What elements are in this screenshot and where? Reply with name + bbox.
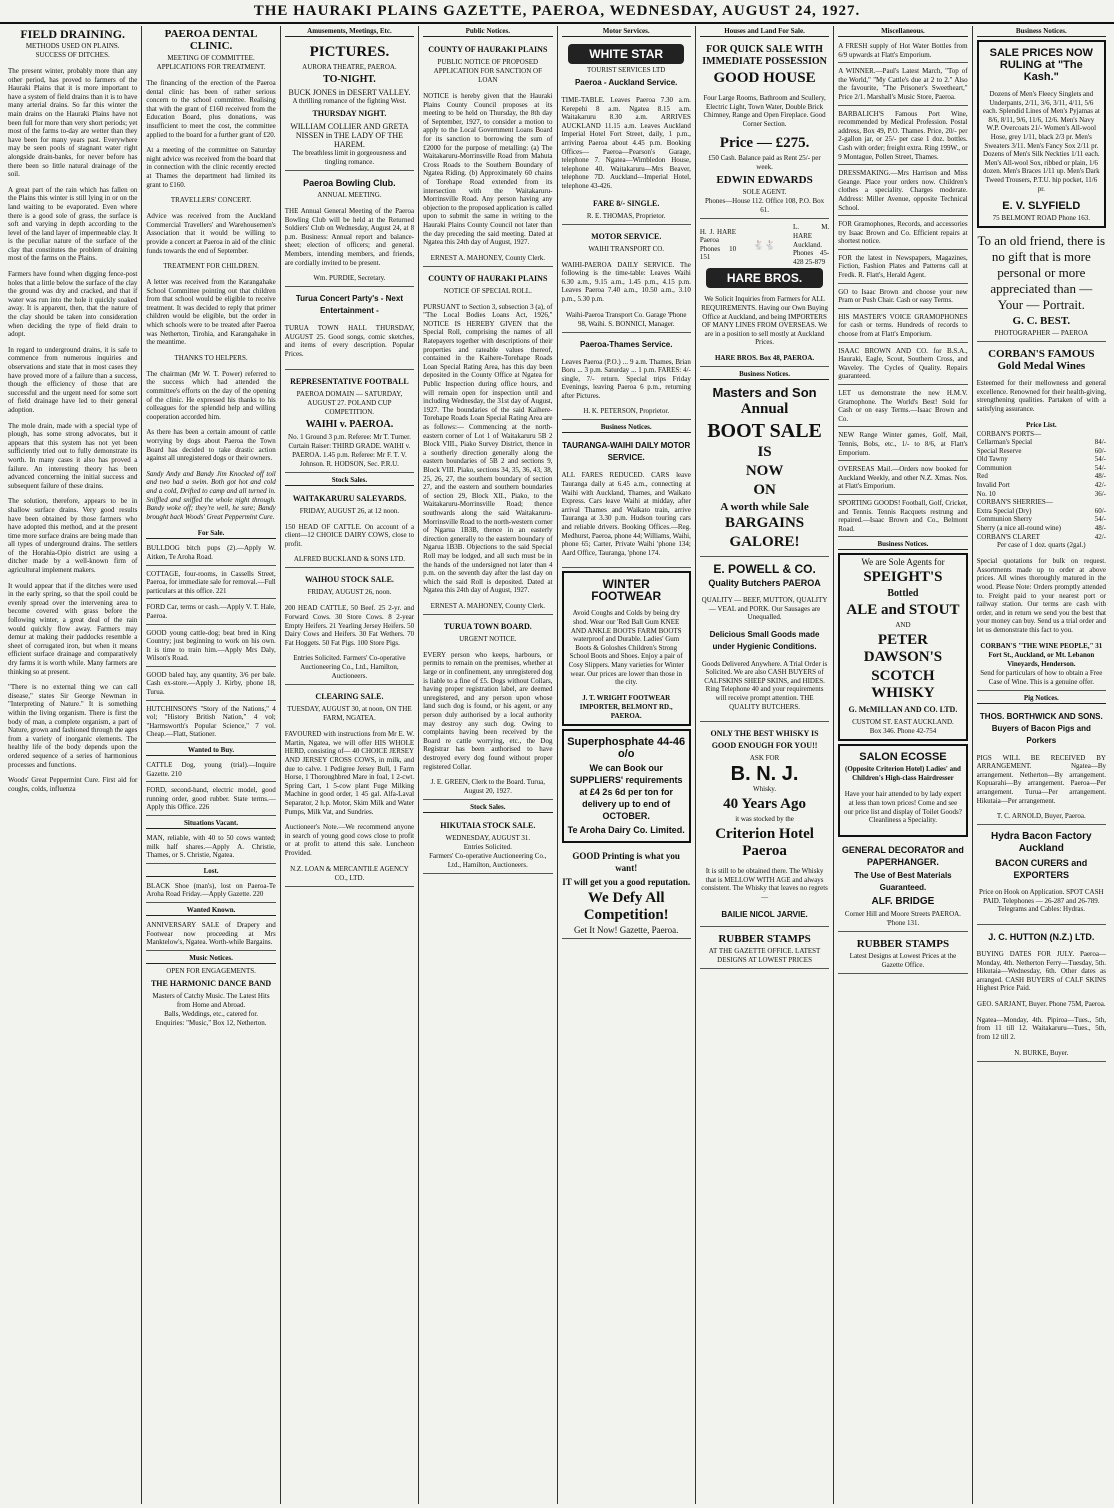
ad-line: We are Sole Agents for: [861, 557, 945, 568]
ad-line: Bottled: [887, 588, 919, 600]
hare-right: L. M. HARE Auckland. Phones 45-428 25-879: [793, 223, 830, 266]
ad-title: RUBBER STAMPS: [856, 937, 950, 950]
ad-title: WAITAKARURU SALEYARDS.: [292, 493, 407, 503]
ad-rubber-stamps-2: [838, 934, 967, 974]
price-row: Sherry (a nice all-round wine) 48/-: [976, 524, 1106, 533]
section-heading: Pig Notices.: [977, 693, 1106, 704]
ad-body: FAVOURED with instructions from Mr E. W. Martin, Ngatea, we will offer HIS WHOLE HERD, consisting of— 40 CHOICE JERSEY AND JERSEY CROSS COWS, in milk, and due to calve. 1 Pedigree Jersey Bull, 1 Farm Horse, 1 Thoroughbred Mare in foal, 1 2-cwt. Spring Cart, 1 5-cow plant Fuge Milking Machine in good order, 1 45 gal. Alfa-Laval Separator, 2 h.p. Motor, Skim Milk and Water Pumps, Milk Vat, and Sundries.: [284, 730, 415, 816]
price-row: Invalid Port 42/-: [976, 481, 1106, 490]
ad-signature: ALFRED BUCKLAND & SONS LTD.: [293, 555, 406, 564]
ad-rubber-stamps: [700, 929, 829, 969]
ad-line: URGENT NOTICE.: [459, 634, 517, 643]
ad-body: QUALITY — BEEF, MUTTON, QUALITY — VEAL and PORK. Our Sausages are Unequalled.: [701, 595, 828, 622]
notice-town-board: [423, 617, 552, 800]
ad-winter-footwear: [562, 571, 691, 725]
column-public-notices: [419, 26, 557, 1504]
ad-signature: ERNEST A. MAHONEY, County Clerk.: [430, 253, 545, 262]
price-row: CORBAN'S PORTS—: [976, 429, 1042, 438]
section-heading: Wanted to Buy.: [146, 745, 275, 756]
ad-line: WEDNESDAY, AUGUST 31.: [445, 834, 531, 843]
ad-speights: [838, 553, 967, 741]
ad-line: Box 346. Phone 42-754: [869, 727, 937, 736]
ad-title: TAURANGA-WAIHI DAILY MOTOR SERVICE.: [562, 441, 691, 463]
ad-body: Special quotations for bulk on request. Assortments made up to order at above prices. All wines thoroughly matured in the wood. Please Note: Orders promptly attended to. Freight paid to your nearest port or railway station. Our terms are cash with order, and in return we send you the best that your money can buy. Send us a trial order and let us demonstrate this fact to you.: [976, 557, 1106, 634]
article-paragraph: The financing of the erection of the Paeroa dental clinic has been of rather serious concern to the school committee. Realising that with the grant of £160 received from the Education Board, plus donations, was insufficient to meet the cost, the committee applied to the board for a further grant of £20.: [146, 79, 276, 139]
ad-body: 150 HEAD OF CATTLE. On account of a client—12 CHOICE DAIRY COWS, close to profit.: [284, 522, 415, 548]
ad-signature: HARE BROS. Box 48, PAEROA.: [714, 353, 815, 362]
ad-decorator: [838, 840, 967, 932]
ad-line: Entries Solicited.: [463, 843, 512, 852]
article-paragraph: The mole drain, made with a special type of plough, has some strong advocates, but it appears that this system has not yet been sufficiently tried out to fully demonstrate its worth. In many cases it also has proved a failure. An interesting theory has been advanced concerning the initial success and subsequent failure of these drains.: [8, 421, 138, 490]
ad-line: 75 BELMONT ROAD Phone 163.: [992, 214, 1090, 223]
section-heading: Business Notices.: [977, 26, 1106, 37]
ad-waihou-stock: [285, 570, 414, 685]
price-row: Old Tawny 54/-: [976, 455, 1106, 464]
ad-pictures: [285, 40, 414, 171]
ad-line: Delicious Small Goods made under Hygienic Conditions.: [709, 629, 820, 651]
ad-line: Send for particulars of how to obtain a Free Case of Wine. This is a genuine offer.: [980, 668, 1103, 686]
white-star-logo: WHITE STAR: [568, 44, 684, 64]
ad-line: AND: [895, 621, 911, 630]
classified-ad: HUTCHINSON'S "Story of the Nations," 4 vol; "History British Nation," 4 vol; "Harmsworth's Popular Science," 7 vol. Cheap.—Flatt, Stationer.: [146, 703, 275, 743]
ad-title: COUNTY OF HAURAKI PLAINS: [428, 273, 548, 283]
ad-football: [285, 372, 414, 473]
classified-ad: A FRESH supply of Hot Water Bottles from 6/9 upwards at Flatt's Emporium.: [838, 40, 967, 63]
ad-title: RUBBER STAMPS: [718, 932, 811, 945]
ad-signature: Get It Now! Gazette, Paeroa.: [573, 924, 679, 935]
ad-signature: Entries Solicited. Farmers' Co-operative Auctioneering Co., Ltd., Hamilton, Auctioneers.: [293, 654, 406, 681]
classified-ad: FOR Gramophones, Records, and accessories try Isaac Brown and Co. Efficient repairs at shortest notice.: [838, 218, 967, 250]
masthead: THE HAURAKI PLAINS GAZETTE, PAEROA, WEDNESDAY, AUGUST 24, 1927.: [0, 0, 1114, 24]
ad-line: IS: [757, 443, 772, 460]
ad-signature: Waihi-Paeroa Transport Co. Garage 'Phone 98, Waihi. S. BONNICI, Manager.: [565, 310, 687, 328]
ad-line: PAEROA DOMAIN — SATURDAY, AUGUST 27. POLAND CUP COMPETITION.: [296, 389, 403, 416]
section-heading: Situations Vacant.: [146, 818, 275, 829]
ad-line: Whisky.: [753, 785, 777, 794]
ad-sale-prices: [977, 40, 1106, 228]
ad-line: it was stocked by the: [735, 815, 794, 824]
classified-ad: BLACK Shoe (man's), lost on Paeroa-Te Aroha Road Friday.—Apply Gazette. 220: [146, 880, 275, 903]
article-paragraph: Farmers have found when digging fence-post holes that a little below the surface of the clay the ground was dry and cracked, and that if water was run into the hole it quickly soaked away. It is apparent, then, that the nature of the clay should be taken into consideration when deciding the type of field drain to adopt.: [8, 270, 138, 339]
price-row: Communion 54/-: [976, 463, 1106, 472]
ad-line: Enquiries: "Music," Box 12, Netherton.: [155, 1018, 267, 1027]
hare-header: [700, 223, 829, 266]
ad-line: SCOTCH WHISKY: [871, 668, 935, 702]
ad-bowling-club: [285, 173, 414, 287]
ad-signature: Wm. PURDIE, Secretary.: [313, 274, 386, 283]
article-subtitle: TRAVELLERS' CONCERT.: [170, 196, 252, 205]
section-heading: Public Notices.: [423, 26, 552, 37]
ad-line: ONLY THE BEST WHISKY IS GOOD ENOUGH FOR YOU!!: [710, 729, 819, 751]
ad-title: CLEARING SALE.: [315, 692, 384, 702]
ad-title: Hydra Bacon Factory Auckland: [991, 831, 1092, 855]
section-heading: Music Notices.: [146, 953, 275, 964]
ad-signature: G. C. BEST.: [1012, 315, 1071, 328]
ad-line: The breathless limit in gorgeousness and tingling romance.: [292, 149, 407, 166]
ad-body: Auctioneer's Note.—We recommend anyone in search of young good cows close to profit or at profit to attend this sale. Luncheon Provided.: [284, 823, 415, 857]
ad-superphosphate: [562, 729, 691, 843]
section-heading: Business Notices.: [838, 539, 967, 550]
ad-line: FRIDAY, AUGUST 26, at 12 noon.: [299, 506, 400, 515]
column-field-draining: [4, 26, 142, 1504]
article-paragraph: Advice was received from the Auckland Commercial Travellers' and Warehousemen's Association that it would be willing to provide a concert at Paeroa in aid of the clinic funds towards the end of September.: [146, 212, 276, 255]
article-footer: Woods' Great Peppermint Cure. First aid for coughs, colds, influenza: [8, 776, 138, 793]
ad-portrait: [977, 231, 1106, 342]
ad-title: GENERAL DECORATOR and PAPERHANGER.: [841, 844, 964, 867]
ad-title: B. N. J.: [730, 763, 799, 786]
ad-printing: [562, 846, 691, 939]
article-paragraph: A great part of the rain which has fallen on the Plains this winter is still lying in or on the land waiting to be evaporated. Even where there is a good sole of grass, the surface is soft and varying in depth according to the level of the land layer of impermeable clay. It is the peculiar nature of the surface of the clay that constitutes the problem of draining most of the farms on the Plains.: [8, 185, 138, 263]
ad-line: WILLIAM COLLIER AND GRETA NISSEN in THE LADY OF THE HAREM.: [290, 122, 409, 149]
article-paragraph: The chairman (Mr W. T. Power) referred to the success which had attended the committee's efforts on the day of the opening of the clinic. He expressed his thanks to his colleagues for the splendid help and willing cooperation accorded him.: [146, 369, 276, 421]
ad-title: E. POWELL & CO.: [713, 561, 816, 576]
ad-body: We Solicit Inquiries from Farmers for ALL REQUIREMENTS. Having our Own Buying Office at Auckland, and being IMPORTERS OF MANY LINES FROM OVERSEAS. We are in a position to sell mostly at Auckland Prices.: [701, 295, 829, 347]
ad-line: PUBLIC NOTICE OF PROPOSED APPLICATION FOR SANCTION OF LOAN: [433, 58, 542, 84]
classified-ad: OVERSEAS Mail.—Orders now booked for Auckland Weekly, and other N.Z. Xmas. Nos. at Flatt's Emporium.: [838, 463, 967, 495]
ad-line: Phones—House 112. Office 108, P.O. Box 61.: [704, 197, 825, 215]
ad-signature: J. T. WRIGHT FOOTWEAR IMPORTER, BELMONT RD., PAEROA.: [579, 693, 673, 720]
ad-signature: R. E. THOMAS, Proprietor.: [586, 211, 666, 220]
ad-line: 40 Years Ago: [723, 796, 806, 813]
ad-title: THURSDAY NIGHT.: [312, 109, 387, 118]
ad-line: ON: [753, 481, 776, 498]
ad-line: WAIHI TRANSPORT CO.: [588, 244, 665, 253]
ad-line: A thrilling romance of the fighting West.: [292, 97, 407, 105]
ad-line: AT THE GAZETTE OFFICE. LATEST DESIGNS AT LOWEST PRICES: [708, 946, 821, 964]
ad-line: The Use of Best Materials Guaranteed.: [854, 870, 952, 892]
classified-ad: NEW Range Winter games, Golf, Mail, Tennis, Bobs, etc., 1/- to 8/6, at Flatt's Emporium.: [838, 429, 967, 461]
classified-ad: COTTAGE, four-rooms, in Cassells Street, Paeroa, for immediate sale for removal.—Full particulars at this office. 221: [146, 568, 275, 600]
ad-title: SPEIGHT'S: [863, 569, 943, 586]
ad-line: FRIDAY, AUGUST 26, noon.: [307, 588, 392, 597]
ad-body: Dozens of Men's Fleecy Singlets and Underpants, 2/11, 3/6, 3/11, 4/11, 5/6 each. Splendid Lines of Men's Pyjamas at 8/6, 8/11, 9/6, 11/6, 12/6. Men's Navy W.P. Overcoats 21/- Women's All-wool Hose, grey 1/11, black 2/3 pr. Men's Sweaters 3/11. Men's Fancy Sox 2/11 pr. Dozens of Men's Silk Neckties 1/11 each. Men's All-wool Sox, ribbed or plain, 1/6 dozen. Men's Braces 1/11 up. Men's Dark Tweed Trousers, P.T.U. hip pocket, 11/6 pr.: [982, 90, 1100, 193]
ad-signature: EDWIN EDWARDS: [716, 174, 813, 187]
classified-ad: GOOD baled hay, any quantity, 3/6 per bale. Cash ex-store.—Apply J. Kirby, phone 18, Turua.: [146, 669, 275, 701]
classified-ad: CATTLE Dog, young (trial).—Inquire Gazette. 210: [146, 759, 275, 782]
ad-title: HIKUTAIA STOCK SALE.: [440, 821, 536, 831]
ad-title: GOOD HOUSE: [713, 70, 816, 86]
classified-ad: DRESSMAKING.—Mrs Harrison and Miss Geange. Place your orders now. Children's clothes a speciality. Charges moderate. Address: Miller Avenue, opposite Technical School.: [838, 167, 967, 216]
ad-body: Have your hair attended to by lady expert at less than town prices! Come and see our price list and display of Toilet Goods? Cleanliness a Speciality.: [844, 790, 962, 825]
ad-line: IT will get you a good reputation.: [562, 876, 691, 887]
ad-body: BUYING DATES FOR JULY. Paeroa—Monday, 4th. Netherton Ferry—Tuesday, 5th. Hikutaia—Wednesday, 6th. Other dates as arranged. CASH BUYERS of CALF SKINS Highest Price Paid.: [976, 949, 1106, 993]
price-row: No. 10 36/-: [976, 489, 1106, 498]
classified-ad: SPORTING GOODS! Football, Golf, Cricket, and Tennis. Tennis Racquets restrung and repaired.—Isaac Brown and Co., Belmont Road.: [838, 497, 967, 537]
ad-line: A worth while Sale: [720, 500, 809, 513]
ad-clearing-sale: [285, 687, 414, 886]
article-paragraph: In regard to underground drains, it is safe to commence from numerous inquiries and observations and state that in most cases they have proved more of a failure than a success, though the efficiency of those that are successful and the urgent need for some sort of field drainage have led to their general adoption.: [8, 345, 138, 414]
ad-body: PURSUANT to Section 3, subsection 3 (a), of "The Local Bodies Loans Act, 1926," NOTICE IS HEREBY GIVEN that the Special Roll, comprising the names of all Ratepayers together with descriptions of their properties and rateable values thereof, contained in the Kaihere-Torehape Roads Loan Special Rating Area, has this day been deposited in the County Office at Ngatea for Public Inspection during office hours, and will remain open for inspection until and including Wednesday, the 31st day of August, 1927. The boundaries of the said Kaihere-Torehape Roads Loan Special Rating Area are as follows:— Commencing at the north-eastern corner of Lot 1 of Waitakaruru 5B 2 Block VIII., Piako Survey District, thence in a southerly direction generally along the eastern boundaries of 5B 2 and sections 9, Block VIII. Piako, sections 34, 35, 36, 43, 38, 25, 26, 27, the southern boundary of section 27, and the eastern and southern boundaries of section 29, Block XII., Piako, to the Waitakaruru-Morrinsville Road; thence southwards along the said Waitakaruru-Morrinsville Road to the north-western corner of Ngarua 1B3B, thence in an easterly direction generally to the eastern boundary of Ngarua 1B3B. Objections to the said Special Roll may be lodged, and all such must be in the hands of the undersigned not later than 4 p.m. on the seventh day after the last day on which the said Roll is deposited. Dated at Ngatea this 24th day of August, 1927.: [423, 302, 553, 595]
ad-signature: GEO. SARJANT, Buyer. Phone 75M, Paeroa.: [977, 999, 1106, 1008]
ad-line: BACON CURERS and EXPORTERS: [995, 858, 1088, 881]
article-subtitle: SUCCESS OF DITCHES.: [35, 51, 110, 59]
classified-ad: BULLDOG bitch pups (2).—Apply W. Aitken, Te Aroha Road.: [146, 542, 275, 565]
ad-line: (Opposite Criterion Hotel) Ladies' and Children's High-class Hairdresser: [844, 765, 961, 783]
ad-body: It is still to be obtained there. The Whisky that is MELLOW WITH AGE and always consistent. The Whisky that leaves no regrets—: [701, 867, 828, 902]
section-heading: Amusements, Meetings, Etc.: [285, 26, 414, 37]
article-paragraph: At a meeting of the committee on Saturday night advice was received from the board that in connection with the clinic recently erected at Thames the department had limited its grant to £160.: [146, 146, 276, 189]
ad-body: We can Book our SUPPLIERS' requirements at £4 2s 6d per ton for delivery up to end of OCTOBER.: [569, 762, 683, 821]
ad-signature: H. K. PETERSON, Proprietor.: [583, 407, 670, 416]
ad-salon-ecosse: [838, 744, 967, 836]
ad-signature: J. E. GREEN, Clerk to the Board. Turua, August 20, 1927.: [430, 778, 545, 796]
ad-title: COUNTY OF HAURAKI PLAINS: [428, 45, 548, 54]
ad-bnj-whisky: [700, 724, 829, 926]
ad-body: Avoid Coughs and Colds by being dry shod. Wear our 'Red Ball Gum KNEE AND ANKLE BOOTS FARM BOOTS waterproof and Durable. Ladies' Gum Boots & Goloshes Children's Strong School Boots and Shoes. Enjoy a pair of Cosy Slippers. Many varieties for Winter wear. Our prices are lower than those in the city.: [568, 609, 684, 687]
ad-body: PIGS WILL BE RECEIVED BY ARRANGEMENT. Ngatea—By arrangement. Netherton—By arrangement. Kopuarahi—By arrangement. Paeroa—Per arrangement. Turua—Per arrangement. Hikutaia—Per arrangement.: [976, 753, 1106, 805]
hare-bros-logo: HARE BROS.: [706, 268, 822, 288]
ad-title: BOOT SALE: [707, 419, 822, 442]
ad-signature: BAILIE NICOL JARVIE.: [721, 909, 808, 919]
ad-signature: T. C. ARNOLD, Buyer, Paeroa.: [996, 812, 1086, 821]
article-title: FIELD DRAINING.: [20, 27, 126, 41]
ad-paeroa-thames: [562, 335, 691, 421]
section-heading: Business Notices.: [700, 369, 829, 380]
ad-line: Per case of 1 doz. quarts (2gal.): [996, 541, 1086, 550]
column-grid: [4, 26, 1110, 1504]
classified-ad: MAN, reliable, with 40 to 50 cows wanted; milk half shares.—Apply A. Christie, Thames, or S. Christie, Ngatea.: [146, 832, 275, 864]
ad-title: We Defy All Competition!: [583, 889, 669, 923]
classified-ad: A WINNER.—Paul's Latest March, "Top of the World," "My Cattle's due at 2 to 2." Also the favourite, "The Prisoner's Sweetheart," Price 2/1. Marshall's Music Store, Paeroa.: [838, 65, 967, 105]
ad-saleyards: [285, 489, 414, 569]
classified-ad: HIS MASTER'S VOICE GRAMOPHONES for cash or terms. Hundreds of records to choose from at Flatt's Emporium.: [838, 311, 967, 343]
ad-title: MOTOR SERVICE.: [591, 231, 662, 241]
column-motor-services: [558, 26, 696, 1504]
ad-line: CUSTOM ST. EAST AUCKLAND.: [852, 718, 954, 727]
price-row: Communion Sherry 54/-: [976, 515, 1106, 524]
ad-borthwick: [977, 707, 1106, 826]
ad-line: TUESDAY, AUGUST 30, at noon, ON THE FARM, NGATEA.: [287, 705, 412, 723]
ad-signature: ALF. BRIDGE: [871, 895, 935, 907]
ad-corbans: [977, 344, 1106, 690]
ad-line: AURORA THEATRE, PAEROA.: [302, 63, 397, 71]
price-heading: Price — £275.: [719, 135, 810, 152]
ad-title: Superphosphate 44-46 o/o: [567, 735, 686, 760]
classified-ad: FORD Car, terms or cash.—Apply V. T. Hale, Paeroa.: [146, 601, 275, 624]
ad-line: TOURIST SERVICES LTD: [587, 66, 666, 74]
section-heading: Wanted Known.: [146, 905, 275, 916]
ad-body: Esteemed for their mellowness and general excellence. Renowned for their health-giving, strengthening qualities. Partaken of with a satisfying assurance.: [976, 379, 1106, 413]
section-heading: Lost.: [146, 866, 275, 877]
ad-title: TO-NIGHT.: [323, 74, 376, 85]
ad-line: GALORE!: [729, 533, 800, 550]
section-heading: Stock Sales.: [423, 802, 552, 813]
ad-line: ASK FOR: [749, 754, 780, 763]
ad-line: Latest Designs at Lowest Prices at the Gazette Office.: [849, 951, 957, 969]
ad-title: Turua Concert Party's - Next Entertainment -: [295, 294, 403, 316]
ad-line: GOOD Printing is what you want!: [572, 850, 680, 873]
price-row: CORBAN'S SHERRIES—: [976, 498, 1053, 507]
ad-signature: G. McMILLAN AND CO. LTD.: [848, 705, 958, 715]
ad-signature: ERNEST A. MAHONEY, County Clerk.: [430, 601, 545, 610]
ad-title: PETER DAWSON'S: [863, 632, 943, 666]
classified-ad: LET us demonstrate the new H.M.V. Gramophone. The World's Best! Sold for Cash or on easy Terms.—Isaac Brown and Co.: [838, 387, 967, 427]
column-amusements: [281, 26, 419, 1504]
ad-line: Quality Butchers PAEROA: [708, 577, 821, 588]
article-subtitle: THANKS TO HELPERS.: [174, 353, 248, 362]
ad-body: 200 HEAD CATTLE, 50 Beef. 25 2-yr. and Forward Cows. 30 Store Cows. 8 2-year Empty Heifers. 21 Yearling Jersey Heifers. 50 Dairy Cows and Heifers. 30 Fat Wethers. 70 Fat Hoggets. 50 Fat Pigs. 100 Store Pigs.: [284, 604, 415, 647]
ad-powell: [700, 559, 829, 722]
article-paragraph: As there has been a certain amount of cattle worrying by dogs about Paeroa the Town Board has decided to take drastic action against all unregistered dogs or their owners.: [146, 428, 276, 463]
section-heading: Business Notices.: [562, 422, 691, 433]
ad-title: Paeroa Bowling Club.: [303, 178, 396, 188]
article-paragraph: It would appear that if the ditches were used in the early spring, so that the spoil could be evenly spread over the intervening area to become covered with grass before the following winter, a great deal of the rain would quickly flow away. Farmers may demur at making their paddocks resemble a sheet of corrugated iron, but when it means efficient surface drainage and comparatively dry farms it is worth while. Many farmers are thinking so at present.: [8, 581, 138, 676]
ad-body: TIME-TABLE. Leaves Paeroa 7.30 a.m. Kerepehi 8 a.m. Ngatea 8.15 a.m. Waitakaruru 8.30 a.m. ARRIVES AUCKLAND 11.15 a.m. Leaves Auckland Imperial Hotel Fort Street, daily, 1 p.m., arriving Paeroa about 4.45 p.m. Booking Offices— Paeroa—Pearson's Garage, telephone 7. Ngatea—Wimbledon House, telephone 40. Waitakaruru—Mrs Beaver, telephone 7D. Auckland—Imperial Hotel, telephone 43-426.: [561, 96, 691, 190]
article-subtitle: APPLICATIONS FOR TREATMENT.: [156, 63, 266, 71]
ad-body: THE Annual General Meeting of the Paeroa Bowling Club will be held at the Returned Soldiers' Club on Wednesday, August 24, at 8 p.m. Business: Annual report and balance-sheet; election of officers; and general. Members, intending members, and friends, are cordially invited to be present.: [284, 207, 415, 267]
ad-body: Ngatea—Monday, 4th. Pipiroa—Tues., 5th, from 11 till 12. Waitakaruru—Tues., 5th, from 12 till 2.: [976, 1015, 1106, 1042]
ad-line: BUCK JONES in DESERT VALLEY.: [288, 88, 411, 97]
ad-white-star: [562, 40, 691, 225]
ad-title: CORBAN'S FAMOUS Gold Medal Wines: [988, 348, 1095, 373]
ad-body: WAIHI-PAEROA DAILY SERVICE. The following is the time-table: Leaves Waihi 6.30 a.m., 9.15 a.m., 1.45 p.m., 4.15 p.m. Leaves Paeroa 7.40 a.m., 10.50 a.m., 3.10 p.m., 5.30 p.m.: [561, 260, 691, 303]
classified-ad: GO to Isaac Brown and choose your new Pram or Push Chair. Cash or easy Terms.: [838, 286, 967, 309]
ad-signature: N.Z. LOAN & MERCANTILE AGENCY CO., LTD.: [290, 864, 409, 882]
section-heading: For Sale.: [146, 528, 275, 539]
classified-ad: GOOD young cattle-dog; beat bred in King Country; just beginning to work on his own. It is time to train him.—Apply Mrs Daly, Wilson's Road.: [146, 627, 275, 667]
section-heading: Stock Sales.: [285, 475, 414, 486]
ad-line: PHOTOGRAPHER — PAEROA: [994, 329, 1089, 338]
article-title: PAEROA DENTAL CLINIC.: [164, 28, 258, 52]
article-subtitle: MEETING OF COMMITTEE.: [167, 54, 255, 62]
ad-line: BARGAINS: [724, 514, 805, 531]
ad-line: Criterion Hotel Paeroa: [715, 826, 814, 860]
ad-hare-bros: [700, 221, 829, 367]
ad-signature: Farmers' Co-operative Auctioneering Co., Ltd., Hamilton, Auctioneers.: [429, 852, 547, 870]
ad-line: NOW: [745, 462, 784, 479]
ad-line: NOTICE OF SPECIAL ROLL.: [443, 286, 532, 295]
ad-title: WAIHOU STOCK SALE.: [304, 575, 394, 585]
price-row: Cellarman's Special 84/-: [976, 438, 1106, 447]
ad-body: Goods Delivered Anywhere. A Trial Order is Solicited. We are also CASH BUYERS of CALFSKINS SHEEP SKINS, and HIDES. Ring Telephone 40 and your requirements will receive prompt attention. THE QUALITY BUTCHERS.: [701, 659, 828, 711]
article-paragraph: The present winter, probably more than any other period, has proved to farmers of the Hauraki Plains that it is more important to have a system of field drains than it is to have many arterial drains. So far this winter the main drains on the Hauraki Plains have not been full for more than very short periods; yet most of the farms to-day are wetter than they have been for many years past. Everywhere may be seen pools of stagnant water right alongside drain-banks, for never before has there been so little natural drainage of the soil.: [8, 67, 138, 179]
article-paragraph: A letter was received from the Karangahake School Committee pointing out that children from that school would be eligible to receive treatment. It was decided to reply that primer children would be eligible, but the order in which schools were to be treated after Paeroa was Netherton, Tirohia, and Karangahake in the meantime.: [146, 278, 276, 347]
ad-signature: Te Aroha Dairy Co. Limited.: [567, 824, 685, 835]
ad-signature: E. V. SLYFIELD: [1002, 200, 1081, 213]
classified-ad: ISAAC BROWN AND CO. for B.S.A., Hauraki, Eagle, Scout, Southern Cross, and Waveley. The Cycles of Quality. Repairs guaranteed.: [838, 345, 967, 385]
ad-line: ALE and STOUT: [846, 602, 960, 619]
ad-signature: CORBAN'S "THE WINE PEOPLE," 31 Fort St., Auckland, or Mt. Lebanon Vineyards, Henderson.: [980, 641, 1103, 668]
ad-good-house: [700, 40, 829, 219]
ad-tauranga-waihi: [562, 436, 691, 568]
column-houses-land: [696, 26, 834, 1504]
column-miscellaneous: [834, 26, 972, 1504]
ad-body: EVERY person who keeps, harbours, or permits to remain on the premises, whether at large or in confinement, any unregistered dog is liable to a fine of £5. Dogs without Collars, having proper registration label, are deemed unregistered, and any person upon whose land such dog is found, or his agent, or any person duly authorised by a local authority may destroy any such dog. Owing to complaints having been received by the Board re cattle worrying, etc., the Dog Registrar has been authorised to have destroyed every dog found without proper registered Collar.: [423, 650, 553, 771]
price-list: [977, 430, 1106, 542]
price-row: Red 48/-: [976, 472, 1106, 481]
ad-concert: [285, 289, 414, 369]
ad-title: FARE 8/- SINGLE.: [593, 198, 660, 208]
ad-line: £50 Cash. Balance paid as Rent 25/- per week.: [708, 154, 821, 172]
ad-body: To an old friend, there is no gift that is more personal or more appreciated than — Your — Portrait.: [977, 233, 1106, 313]
ad-title: TURUA TOWN BOARD.: [443, 621, 532, 631]
ad-body: ALL FARES REDUCED. CARS leave Tauranga daily at 6.45 a.m., connecting at Waihi with Auckland, Thames, and Waikato Express. Cars leave Waihi at midday, after arrival Thames and Waikato train, arrive Tauranga at 3.30 p.m. Hudson touring cars and reliable drivers. Booking Offices.—Reg. Medhurst, Paeroa, phone 44; Williams, Waihi, phone 65; Carter, Private Waihi 'phone 134; Aard Office, Tauranga, 'phone 174.: [561, 471, 691, 557]
ad-line: OPEN FOR ENGAGEMENTS.: [166, 966, 256, 975]
section-heading: Motor Services.: [562, 26, 691, 37]
ad-title: PICTURES.: [309, 44, 390, 60]
ad-title: SALON ECOSSE: [859, 751, 947, 764]
column-business-notices: [973, 26, 1110, 1504]
notice-loan: [423, 40, 552, 267]
classified-ad: FORD, second-hand, electric model, good running order, good rubber. State terms.—Apply this Office. 226: [146, 784, 275, 816]
ad-body: TURUA TOWN HALL THURSDAY, AUGUST 25. Good songs, comic sketches, and items of every description. Popular Prices.: [284, 324, 415, 358]
ad-line: FOR QUICK SALE WITH IMMEDIATE POSSESSION: [702, 44, 827, 67]
ad-waihi-transport: [562, 227, 691, 333]
article-subtitle: METHODS USED ON PLAINS.: [25, 42, 120, 50]
section-heading: Houses and Land For Sale.: [700, 26, 829, 37]
ad-title: Masters and Son: [712, 384, 817, 400]
ad-hydra-bacon: [977, 827, 1106, 925]
ad-title: Paeroa - Auckland Service.: [574, 78, 678, 87]
price-row: CORBAN'S CLARET 42/-: [976, 532, 1106, 541]
ad-title: WINTER FOOTWEAR: [591, 577, 662, 604]
price-row: Special Reserve 60/-: [976, 446, 1106, 455]
classified-ad: BARBALICH'S Famous Port Wine, recommended by Medical Profession. Postal address, Box 49, P.O. Thames. Price, 20/- per 2-gallon jar, or 25/- per case 1 doz. bottles. Cash with order; freight extra. Ring 199W., or 9 Montague, Pollen Street, Thames.: [838, 108, 967, 166]
article-paragraph: "There is no external thing we can call disease," states Sir George Newman in "Interpreting of Nature." It is something within the living organism. There is first the body of man, a complete organism, a part of Nature, grown and fashioned through the ages from a variety of inorganic elements. The healthy life of the body depends upon the ordered sequence of a series of harmonious processes and functions.: [8, 683, 138, 769]
notice-special-roll: [423, 269, 552, 615]
ad-title: J. C. HUTTON (N.Z.) LTD.: [988, 931, 1095, 942]
ad-line: ANNUAL MEETING.: [317, 191, 382, 199]
article-paragraph: Sandy Andy and Bandy Jim Knocked off toil and two had a swim. Both got hot and cold and a cold, Drifted to camp and all turned in. Sniffled and sniffed the whole night through. Bandy woke off; they're well, he sure; Bandy brought back Woods' Great Peppermint Cure.: [146, 469, 276, 521]
ad-line: SOLE AGENT.: [742, 188, 787, 197]
hare-left: H. J. HARE Paeroa Phones 10 151: [699, 227, 737, 262]
ad-boot-sale: [700, 383, 829, 557]
ad-line: Annual: [740, 400, 789, 417]
classified-ad: FOR the latest in Newspapers, Magazines, Fiction, Fashion Plates and Patterns call at Fredk. R. Flatt's, Herald Agent.: [838, 252, 967, 284]
rabbits-icon: 🐇🐇: [753, 239, 776, 250]
article-subtitle: TREATMENT FOR CHILDREN.: [163, 262, 259, 271]
ad-title: WAIHI v. PAEROA.: [305, 418, 394, 430]
ad-title: THE HARMONIC DANCE BAND: [150, 978, 272, 988]
ad-title: Paeroa-Thames Service.: [579, 339, 673, 349]
article-paragraph: The solution, therefore, appears to be in shallow surface drains. Very good results have been obtained by those farmers who have adopted this method, and at the present time more surface drains are being made than all types of underground drains. The settlers of the Horahia-Opio district are using a ditcher made by a well-known firm of agricultural implement makers.: [8, 497, 138, 575]
ad-line: Balls, Weddings, etc., catered for.: [164, 1009, 259, 1018]
ad-body: Four Large Rooms, Bathroom and Scullery, Electric Light, Town Water, Double Brick Chimney, Range and Open Fireplace. Good Corner Section.: [703, 94, 826, 128]
ad-title: THOS. BORTHWICK AND SONS. Buyers of Bacon Pigs and Porkers: [979, 711, 1103, 745]
ad-body: Leaves Paeroa (P.O.) ... 9 a.m. Thames, Brian Boru ... 3 p.m. Saturday ... 1 p.m. FARES: 4/- single, 7/- return. Special trips Friday Evenings, leaving Paeroa 6 p.m., returning after Pictures.: [561, 357, 691, 400]
ad-hutton: [977, 927, 1106, 1062]
price-row: Extra Special (Dry) 60/-: [976, 506, 1106, 515]
section-heading: Miscellaneous.: [838, 26, 967, 37]
ad-title: SALE PRICES NOW RULING at "The Kash.": [989, 47, 1093, 83]
ad-hikutaia: [423, 816, 552, 874]
ad-line: Masters of Catchy Music. The Latest Hits from Home and Abroad.: [152, 991, 270, 1009]
ad-line: Price List.: [1025, 420, 1057, 429]
ad-body: Price on Hook on Application. SPOT CASH PAID. Telephones — 26-287 and 26-789. Telegrams and Cables: Hydras.: [979, 888, 1104, 914]
ad-title: REPRESENTATIVE FOOTBALL: [290, 376, 409, 386]
ad-line: No. 1 Ground 3 p.m. Referee: Mr T. Turner. Curtain Raiser: THIRD GRADE. WAIHI v. PAEROA. 1.45 p.m. Referee: Mr F. T. V. Johnson. R. HODSON, Sec. P.R.U.: [288, 432, 411, 468]
ad-signature: N. BURKE, Buyer.: [1014, 1048, 1069, 1057]
ad-body: NOTICE is hereby given that the Hauraki Plains County Council proposes at its meeting to be held on Thursday, the 8th day of September, 1927, to consider a motion to apply to the Local Government Loans Board for its sanction to borrowing the sum of £2000 for the purpose of metalling: (a) The Waitakaruru-Morrinsville Road from Mahuta Cross Roads to the Southern Boundary of Ngatea Riding. (b) Approximately 60 chains of Torehape Road extended from its intersection with the Waitakaruru-Morrinsville Road. Any person having any objection to the proposed application is called upon to submit the same in writing to the Hauraki Plains County Council not later than the day preceding the said meeting. Dated at Ngatea this 24th day of August, 1927.: [423, 92, 553, 247]
column-dental-clinic: [142, 26, 280, 1504]
classified-ad: ANNIVERSARY SALE of Drapery and Footwear now proceeding at Mrs Manktelow's, Ngatea. Worth-while Bargains.: [146, 919, 275, 951]
ad-line: Corner Hill and Moore Streets PAEROA. 'Phone 131.: [844, 909, 961, 927]
